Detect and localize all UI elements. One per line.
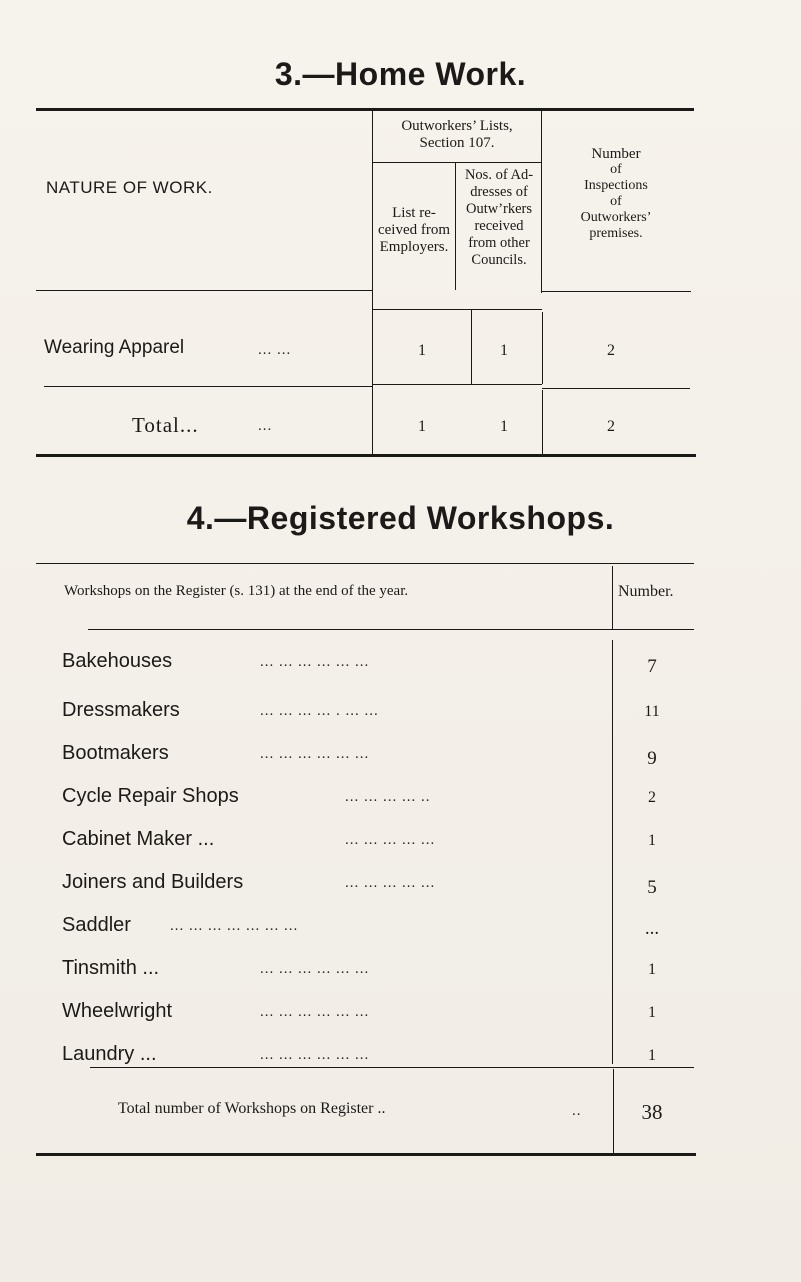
- header-nature-of-work: NATURE OF WORK.: [46, 178, 213, 197]
- table1-header-bottom-rule-right: [541, 291, 691, 292]
- cell-nos-total: 1: [500, 418, 508, 435]
- table1-row-rule-left: [44, 386, 372, 387]
- row-number-joiners-and-builders: 5: [647, 877, 657, 898]
- header-outworkers-line2: Section 107.: [419, 135, 495, 151]
- table2-header-workshops: Workshops on the Register (s. 131) at the end of the year.: [64, 583, 409, 599]
- row-number-dressmakers: 11: [644, 703, 660, 720]
- header-list-received: [372, 205, 456, 256]
- table1-header-bottom-rule-left: [36, 290, 372, 291]
- row-label-bootmakers: Bootmakers: [62, 742, 169, 764]
- table2-total-top-rule: [90, 1067, 694, 1068]
- header-nos-addresses: [456, 167, 542, 269]
- header-insp-line6: premises.: [589, 226, 643, 241]
- row-label-joiners-and-builders: Joiners and Builders: [62, 871, 244, 893]
- row-number-wheelwright: 1: [648, 1004, 656, 1021]
- row-dots-laundry: ... ... ... ... ... ...: [260, 1047, 370, 1063]
- header-nos-line1: Nos. of Ad-: [464, 167, 534, 183]
- header-outworkers-line1: Outworkers’ Lists,: [401, 118, 513, 134]
- row-number-tinsmith: 1: [648, 961, 656, 978]
- table1-subheader-rule: [372, 162, 541, 163]
- row-label-cabinet-maker: Cabinet Maker ...: [62, 828, 215, 850]
- row-label-tinsmith: Tinsmith ...: [62, 957, 160, 979]
- table2-header-divider: [612, 566, 613, 630]
- table2-bottom-rule: [36, 1153, 696, 1156]
- header-insp-line2: of: [610, 162, 622, 177]
- section-title-home-work: 3.—Home Work.: [274, 56, 527, 92]
- header-nos-line3: Outw’rkers: [465, 201, 533, 217]
- row-number-bootmakers: 9: [647, 748, 657, 769]
- total-workshops-label: Total number of Workshops on Register ..: [118, 1100, 386, 1117]
- row-dots-bakehouses: ... ... ... ... ... ...: [260, 654, 370, 670]
- row-label-dressmakers: Dressmakers: [62, 699, 180, 721]
- row-label-wheelwright: Wheelwright: [62, 1000, 173, 1022]
- cell-insp-total: 2: [607, 418, 615, 435]
- row-label-saddler: Saddler: [62, 914, 131, 936]
- cell-list-total: 1: [418, 418, 426, 435]
- table2-top-rule: [36, 563, 694, 564]
- header-inspections: [546, 146, 686, 242]
- row-dots-tinsmith: ... ... ... ... ... ...: [260, 961, 370, 977]
- row-dots-wheelwright: ... ... ... ... ... ...: [260, 1004, 370, 1020]
- row-dots-cycle-repair-shops: ... ... ... ... ..: [345, 789, 431, 805]
- header-list-line3: Employers.: [379, 239, 449, 255]
- row-number-cabinet-maker: 1: [648, 832, 656, 849]
- section-title-registered-workshops: 4.—Registered Workshops.: [186, 500, 615, 536]
- table1-bottom-rule: [36, 454, 696, 457]
- cell-list-wearing-apparel: 1: [418, 342, 426, 359]
- header-outworkers-lists: [382, 118, 532, 152]
- row-dots-cabinet-maker: ... ... ... ... ...: [345, 832, 436, 848]
- table1-body-top-rule: [372, 309, 542, 310]
- header-list-line1: List re-: [392, 205, 436, 221]
- row-number-laundry: 1: [648, 1047, 656, 1064]
- table1-top-rule: [36, 108, 694, 111]
- table2-header-bottom-rule: [88, 629, 694, 630]
- header-list-line2: ceived from: [377, 222, 451, 238]
- header-insp-line1: Number: [591, 146, 641, 162]
- row-label-total: [132, 413, 199, 438]
- header-insp-line3: Inspections: [584, 178, 648, 193]
- row-dots-dressmakers: ... ... ... ... . ... ...: [260, 703, 379, 719]
- row-number-bakehouses: 7: [647, 656, 657, 677]
- header-nos-line5: from other: [468, 235, 530, 251]
- row-number-cycle-repair-shops: 2: [648, 789, 656, 806]
- row-dots-bootmakers: ... ... ... ... ... ...: [260, 746, 370, 762]
- row-dots-wearing-apparel: ... ...: [258, 342, 292, 358]
- table1-divider-insp-body: [542, 312, 543, 384]
- row-number-saddler: ...: [644, 918, 660, 939]
- row-label-bakehouses: Bakehouses: [62, 650, 173, 672]
- cell-nos-wearing-apparel: 1: [500, 342, 508, 359]
- header-nos-line6: Councils.: [471, 252, 527, 268]
- header-insp-line5: Outworkers’: [580, 210, 652, 225]
- total-workshops-dots: ..: [572, 1103, 582, 1119]
- cell-insp-wearing-apparel: 2: [607, 342, 615, 359]
- row-dots-total: ...: [258, 418, 273, 434]
- header-insp-line4: of: [610, 194, 622, 209]
- total-label-text: Total...: [132, 413, 199, 437]
- header-nos-line4: received: [474, 218, 524, 234]
- table2-header-number: Number.: [618, 583, 674, 600]
- table1-row-rule-mid: [372, 384, 542, 385]
- row-dots-saddler: ... ... ... ... ... ... ...: [170, 918, 299, 934]
- row-dots-joiners-and-builders: ... ... ... ... ...: [345, 875, 436, 891]
- total-workshops-number: 38: [641, 1100, 663, 1124]
- row-label-wearing-apparel: Wearing Apparel: [44, 337, 185, 358]
- header-nos-line2: dresses of: [470, 184, 528, 200]
- table1-row-rule-right: [542, 388, 690, 389]
- row-label-laundry: Laundry ...: [62, 1043, 157, 1065]
- row-label-cycle-repair-shops: Cycle Repair Shops: [62, 785, 239, 807]
- table1-divider-insp-total: [542, 390, 543, 454]
